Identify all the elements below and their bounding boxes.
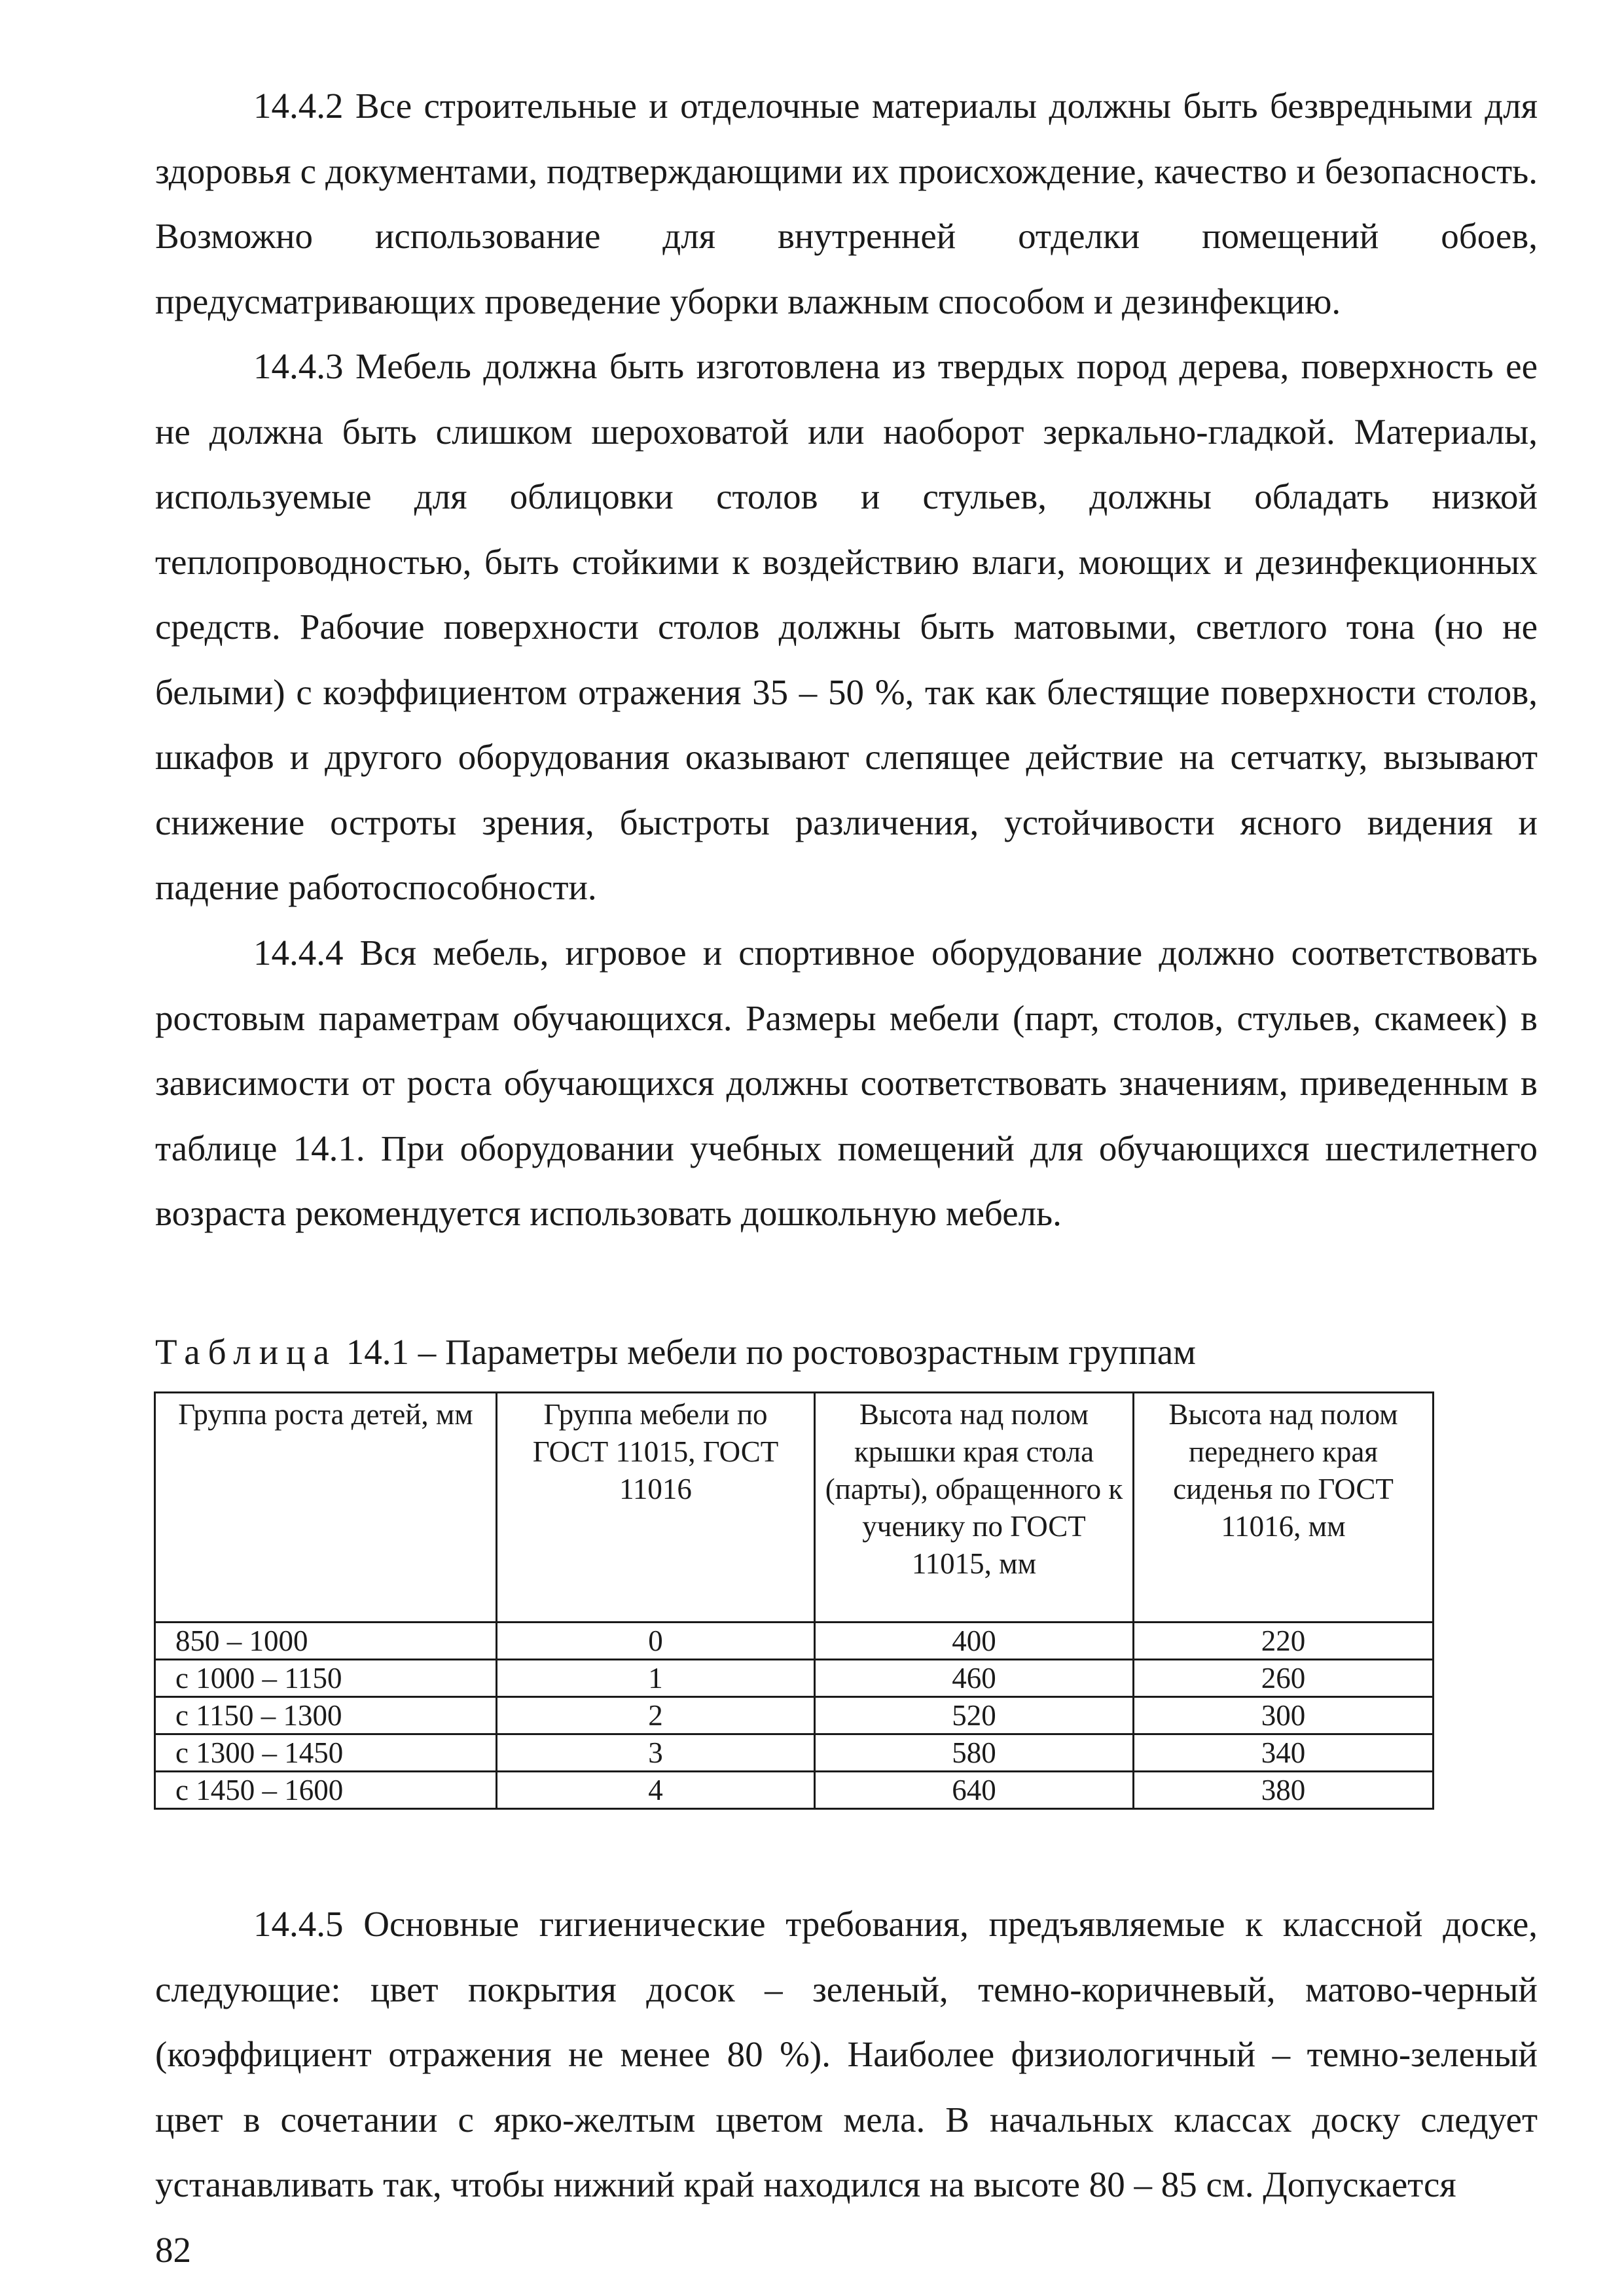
table-caption-title: 14.1 – Параметры мебели по ростовозрастным группам — [336, 1332, 1196, 1372]
table-cell: 2 — [497, 1697, 815, 1734]
table-cell: 0 — [497, 1623, 815, 1660]
table-row — [155, 1660, 1434, 1697]
header-seat-height: Высота над полом переднего края сиденья по ГОСТ 11016, мм — [1134, 1393, 1434, 1623]
table-cell: 850 – 1000 — [155, 1623, 497, 1660]
table-caption-label: Таблица — [155, 1332, 337, 1372]
paragraph-14-4-5: 14.4.5 Основные гигиенические требования, предъявляемые к классной доске, следующие: цвет покрытия досок – зеленый, темно-коричневый, матово-черный (коэффициент отражения не менее 80 %). Наиболее физиологичный – темно-зеленый цвет в сочетании с ярко-желтым цветом мела. В начальных классах доску следует устанавливать так, чтобы нижний край находился на высоте 80 – 85 см. Допускается — [155, 1904, 1538, 2204]
table-caption — [155, 1319, 1538, 1385]
table-cell: 380 — [1134, 1772, 1434, 1809]
page-number: 82 — [155, 2230, 191, 2270]
table-cell: 260 — [1134, 1660, 1434, 1697]
table-row — [155, 1734, 1434, 1772]
paragraph-14-4-3: 14.4.3 Мебель должна быть изготовлена из твердых пород дерева, поверхность ее не должна быть слишком шероховатой или наоборот зеркально-гладкой. Материалы, используемые для облицовки столов и стульев, должны обладать низкой теплопроводностью, быть стойкими к воздействию влаги, моющих и дезинфекционных средств. Рабочие поверхности столов должны быть матовыми, светлого тона (но не белыми) с коэффициентом отражения 35 – 50 %, так как блестящие поверхности столов, шкафов и другого оборудования оказывают слепящее действие на сетчатку, вызывают снижение остроты зрения, быстроты различения, устойчивости ясного видения и падение работоспособности. — [155, 346, 1538, 907]
table-cell: 4 — [497, 1772, 815, 1809]
header-height-group: Группа роста детей, мм — [155, 1393, 497, 1623]
table-cell: с 1300 – 1450 — [155, 1734, 497, 1772]
table-row — [155, 1623, 1434, 1660]
table-header-row — [155, 1393, 1434, 1623]
table-cell: 580 — [815, 1734, 1134, 1772]
table-cell: 640 — [815, 1772, 1134, 1809]
header-furniture-group: Группа мебели по ГОСТ 11015, ГОСТ 11016 — [497, 1393, 815, 1623]
table-cell: 300 — [1134, 1697, 1434, 1734]
header-desk-height: Высота над полом крышки края стола (парты), обращенного к ученику по ГОСТ 11015, мм — [815, 1393, 1134, 1623]
table-cell: с 1450 – 1600 — [155, 1772, 497, 1809]
table-cell: 220 — [1134, 1623, 1434, 1660]
table-row — [155, 1772, 1434, 1809]
paragraph-14-4-2: 14.4.2 Все строительные и отделочные материалы должны быть безвредными для здоровья с документами, подтверждающими их происхождение, качество и безопасность. Возможно использование для внутренней отделки помещений обоев, предусматривающих проведение уборки влажным способом и дезинфекцию. — [155, 86, 1538, 321]
table-cell: с 1150 – 1300 — [155, 1697, 497, 1734]
furniture-parameters-table — [154, 1391, 1434, 1810]
table-cell: 400 — [815, 1623, 1134, 1660]
table-row — [155, 1697, 1434, 1734]
table-cell: 340 — [1134, 1734, 1434, 1772]
table-cell: 1 — [497, 1660, 815, 1697]
table-cell: 460 — [815, 1660, 1134, 1697]
table-cell: с 1000 – 1150 — [155, 1660, 497, 1697]
paragraph-14-4-4: 14.4.4 Вся мебель, игровое и спортивное оборудование должно соответствовать ростовым параметрам обучающихся. Размеры мебели (парт, столов, стульев, скамеек) в зависимости от роста обучающихся должны соответствовать значениям, приведенным в таблице 14.1. При оборудовании учебных помещений для обучающихся шестилетнего возраста рекомендуется использовать дошкольную мебель. — [155, 933, 1538, 1233]
table-cell: 520 — [815, 1697, 1134, 1734]
table-cell: 3 — [497, 1734, 815, 1772]
